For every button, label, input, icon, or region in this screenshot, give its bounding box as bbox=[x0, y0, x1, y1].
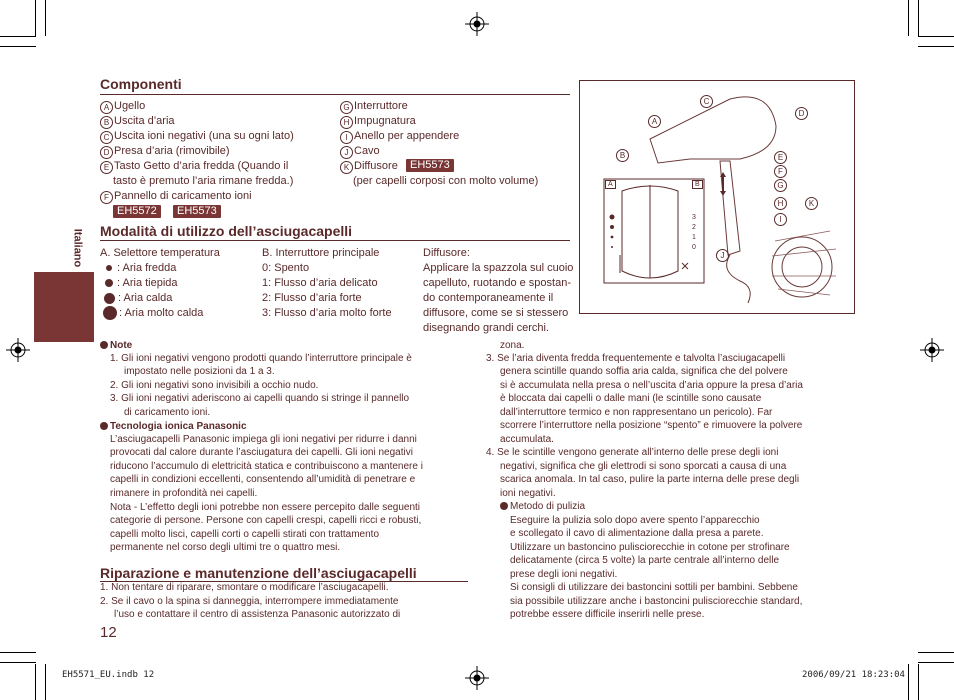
text-line: provocati dal calore durante l’asciugatura dei capelli. Gli ioni negativi bbox=[110, 447, 413, 458]
callout-f: F bbox=[774, 165, 788, 178]
callout-a: A bbox=[648, 115, 662, 128]
model-badge: EH5573 bbox=[406, 159, 454, 172]
list-item: B Uscita d’aria bbox=[100, 114, 175, 129]
text-line: delicatamente (circa 5 volte) la parte centrale all’interno delle bbox=[510, 555, 780, 566]
col-heading: B. Interruttore principale bbox=[262, 247, 380, 259]
language-tab bbox=[34, 272, 94, 342]
callout-g: G bbox=[774, 179, 788, 192]
list-item: H Impugnatura bbox=[340, 114, 416, 129]
text-line: Utilizzare un bastoncino pulisciorecchie in cotone per strofinare bbox=[510, 542, 790, 553]
list-item: G Interruttore bbox=[340, 99, 408, 114]
language-side-label: Italiano bbox=[71, 228, 84, 268]
page-number: 12 bbox=[100, 624, 117, 641]
text-line: scarica anomala. In tal caso, pulire la parte interna delle prese degli bbox=[500, 474, 800, 485]
riparazione-title: Riparazione e manutenzione dell’asciugacapelli bbox=[100, 565, 417, 581]
hair-dryer-diagram bbox=[579, 80, 855, 314]
text-line: 2. Se il cavo o la spina si danneggia, interrompere immediatamente bbox=[100, 596, 399, 607]
text-line: 3. Se l’aria diventa fredda frequentemente e talvolta l’asciugacapelli bbox=[486, 353, 786, 364]
text-line: prese degli ioni negativi. bbox=[510, 569, 618, 580]
text-line: ioni negativi. bbox=[500, 488, 556, 499]
callout-c: C bbox=[700, 95, 714, 108]
callout-j: J bbox=[716, 249, 730, 262]
text-line: Si consigli di utilizzare dei bastoncini sottili per bambini. Sebbene bbox=[510, 582, 798, 593]
list-item-continuation: (per capelli corposi con molto volume) bbox=[353, 175, 539, 187]
note-line: 1. Gli ioni negativi vengono prodotti quando l’interruttore principale è bbox=[110, 353, 412, 364]
registration-mark-right bbox=[920, 338, 944, 362]
note-line: 3. Gli ioni negativi aderiscono ai capelli quando si stringe il pannello bbox=[110, 393, 410, 404]
note-line: impostato nelle posizioni da 1 a 3. bbox=[124, 366, 275, 377]
text-line: si è accumulata nella presa o nell’uscita d’aria oppure la presa d’aria bbox=[500, 380, 803, 391]
col-heading: Diffusore: bbox=[423, 247, 470, 259]
model-badge: EH5572 bbox=[113, 205, 161, 218]
text-line: e scollegato il cavo di alimentazione dalla presa a parete. bbox=[510, 528, 764, 539]
list-item: K Diffusore bbox=[340, 159, 398, 174]
text-line: 1. Non tentare di riparare, smontare o modificare l’asciugacapelli. bbox=[100, 582, 389, 593]
list-item: 2: Flusso d’aria forte bbox=[262, 292, 362, 304]
footer-file: EH5571_EU.indb 12 bbox=[62, 670, 155, 680]
note-line: 2. Gli ioni negativi sono invisibili a occhio nudo. bbox=[110, 380, 319, 391]
text-line: capelli in condizioni eccellenti, consentendo all’umidità di penetrare e bbox=[110, 474, 416, 485]
text-line: capelli molto lisci, capelli corti o capelli stirati con trattamento bbox=[110, 529, 379, 540]
col-heading: A. Selettore temperatura bbox=[100, 247, 220, 259]
list-item: : Aria calda bbox=[104, 291, 172, 306]
registration-mark-left bbox=[6, 338, 30, 362]
text-line: Nota - L’effetto degli ioni potrebbe non essere percepito dalle seguenti bbox=[110, 502, 421, 513]
callout-i: I bbox=[774, 213, 788, 226]
callout-k: K bbox=[805, 197, 819, 210]
title-rule bbox=[100, 94, 570, 95]
callout-h: H bbox=[774, 197, 788, 210]
list-item: D Presa d’aria (rimovibile) bbox=[100, 144, 230, 159]
note-line: di caricamento ioni. bbox=[124, 407, 211, 418]
text-line: rimanere in profondità nei capelli. bbox=[110, 488, 258, 499]
list-item-continuation: tasto è premuto l’aria rimane fredda.) bbox=[113, 175, 294, 187]
text-line: categorie di persone. Persone con capelli crespi, capelli ricci e robusti, bbox=[110, 515, 422, 526]
text-line: permanente nel corso degli ultimi tre o quattro mesi. bbox=[110, 542, 341, 553]
list-item: A Ugello bbox=[100, 99, 145, 114]
list-item: E Tasto Getto d’aria fredda (Quando il bbox=[100, 159, 288, 174]
text-line: riducono l’accumulo di elettricità statica e contribuiscono a mantenere i bbox=[110, 461, 423, 472]
callout-d: D bbox=[795, 107, 809, 120]
text-line: sia possibile utilizzare anche i bastoncini pulisciorecchie standard, bbox=[510, 596, 803, 607]
footer-timestamp: 2006/09/21 18:23:04 bbox=[802, 670, 905, 680]
componenti-title: Componenti bbox=[100, 76, 182, 92]
registration-mark-bottom bbox=[465, 666, 489, 690]
list-item: : Aria tiepida bbox=[105, 276, 178, 291]
panel-a-label: A bbox=[605, 180, 616, 189]
text-line: diffusore, come se si stessero bbox=[423, 307, 569, 319]
tech-heading: Tecnologia ionica Panasonic bbox=[100, 420, 247, 434]
model-badge: EH5573 bbox=[173, 205, 221, 218]
list-item: F Pannello di caricamento ioni bbox=[100, 189, 252, 204]
text-line: capelluto, ruotando e spostan- bbox=[423, 277, 571, 289]
modalita-title: Modalità di utilizzo dell’asciugacapelli bbox=[100, 223, 353, 239]
text-line: scorrere l’interruttore nella posizione “spento” e rimuovere la polvere bbox=[500, 420, 803, 431]
title-rule bbox=[100, 240, 570, 241]
text-line: genera scintille quando soffia aria calda, significa che del polvere bbox=[500, 366, 788, 377]
text-line: L’asciugacapelli Panasonic impiega gli ioni negativi per ridurre i danni bbox=[110, 434, 417, 445]
text-line: l’uso e contattare il centro di assistenza Panasonic autorizzato di bbox=[114, 609, 401, 620]
text-line: è bloccata dai capelli o dalle mani (le scintille sono causate bbox=[500, 393, 762, 404]
text-line: 4. Se le scintille vengono generate all’interno delle prese degli ioni bbox=[486, 447, 779, 458]
note-heading: Note bbox=[100, 339, 132, 353]
list-item: J Cavo bbox=[340, 144, 380, 159]
text-line: Applicare la spazzola sul cuoio bbox=[423, 262, 574, 274]
text-line: accumulata. bbox=[500, 434, 554, 445]
list-item: C Uscita ioni negativi (una su ogni lato) bbox=[100, 129, 294, 144]
panel-b-label: B bbox=[692, 180, 703, 189]
list-item: I Anello per appendere bbox=[340, 129, 459, 144]
list-item: 0: Spento bbox=[262, 262, 310, 274]
text-line: negativi, significa che gli elettrodi si sono sporcati a causa di una bbox=[500, 461, 787, 472]
switch-numbers: 3 2 1 0 bbox=[692, 214, 696, 251]
registration-mark-top bbox=[465, 12, 489, 36]
text-line: Eseguire la pulizia solo dopo avere spento l’apparecchio bbox=[510, 515, 760, 526]
text-line: zona. bbox=[500, 340, 525, 351]
list-item: : Aria fredda bbox=[106, 261, 176, 276]
text-line: dall’interruttore termico e non rappresentano un pericolo). Far bbox=[500, 407, 773, 418]
callout-b: B bbox=[616, 149, 630, 162]
list-item: 1: Flusso d’aria delicato bbox=[262, 277, 378, 289]
text-line: disegnando grandi cerchi. bbox=[423, 322, 549, 334]
list-item: 3: Flusso d’aria molto forte bbox=[262, 307, 392, 319]
cleaning-heading: Metodo di pulizia bbox=[500, 500, 585, 514]
callout-e: E bbox=[774, 151, 788, 164]
list-item: : Aria molto calda bbox=[103, 306, 203, 321]
text-line: do contemporaneamente il bbox=[423, 292, 554, 304]
text-line: potrebbe essere difficile inserirli nelle prese. bbox=[510, 609, 705, 620]
